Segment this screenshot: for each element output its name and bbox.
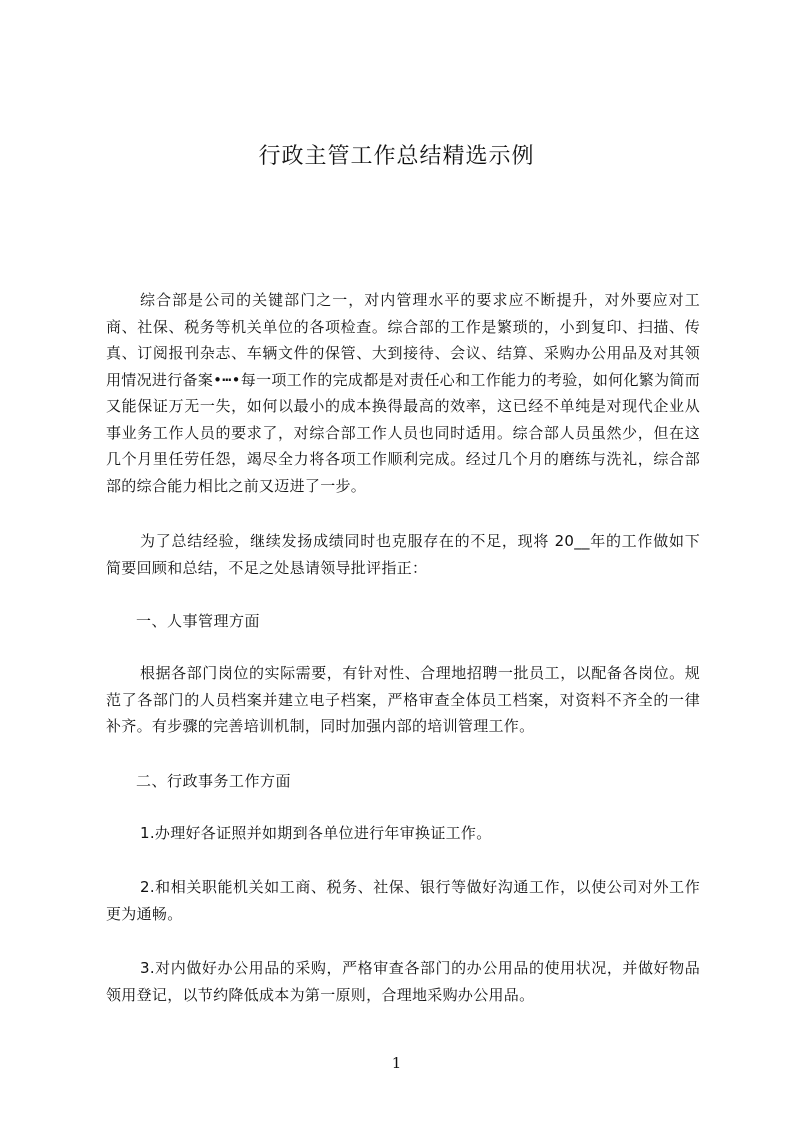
admin-item-2: 2.和相关职能机关如工商、税务、社保、银行等做好沟通工作，以使公司对外工作更为通畅。	[106, 878, 700, 923]
admin-item-1: 1.办理好各证照并如期到各单位进行年审换证工作。	[140, 824, 492, 842]
intro-paragraph: 综合部是公司的关键部门之一，对内管理水平的要求应不断提升，对外要应对工商、社保、税务等机关单位的各项检查。综合部的工作是繁琐的，小到复印、扫描、传真、订阅报刊杂志、车辆文件的保管、大到接待、会议、结算、采购办公用品及对其领用情况进行备案•┅•每一项工作的完成都是对责任心和工作能力的考验，如何化繁为简而又能保证万无一失，如何以最小的成本换得最高的效率，这已经不单纯是对现代企业从事业务工作人员的要求了，对综合部工作人员也同时适用。综合部人员虽然少，但在这几个月里任劳任怨，竭尽全力将各项工作顺利完成。经过几个月的磨练与洗礼，综合部部的综合能力相比之前又迈进了一步。	[106, 291, 700, 495]
document-title: 行政主管工作总结精选示例	[258, 144, 535, 169]
summary-paragraph: 为了总结经验，继续发扬成绩同时也克服存在的不足，现将 20__年的工作做如下简要回顾和总结，不足之处恳请领导批评指正：	[106, 532, 700, 577]
section-heading-hr: 一、人事管理方面	[136, 612, 261, 630]
section-heading-admin: 二、行政事务工作方面	[136, 772, 292, 790]
page-number: 1	[391, 1054, 402, 1072]
admin-item-3: 3.对内做好办公用品的采购，严格审查各部门的办公用品的使用状况，并做好物品领用登记，以节约降低成本为第一原则，合理地采购办公用品。	[106, 959, 700, 1004]
hr-paragraph: 根据各部门岗位的实际需要，有针对性、合理地招聘一批员工，以配备各岗位。规范了各部门的人员档案并建立电子档案，严格审查全体员工档案，对资料不齐全的一律补齐。有步骤的完善培训机制，同时加强内部的培训管理工作。	[106, 664, 700, 735]
